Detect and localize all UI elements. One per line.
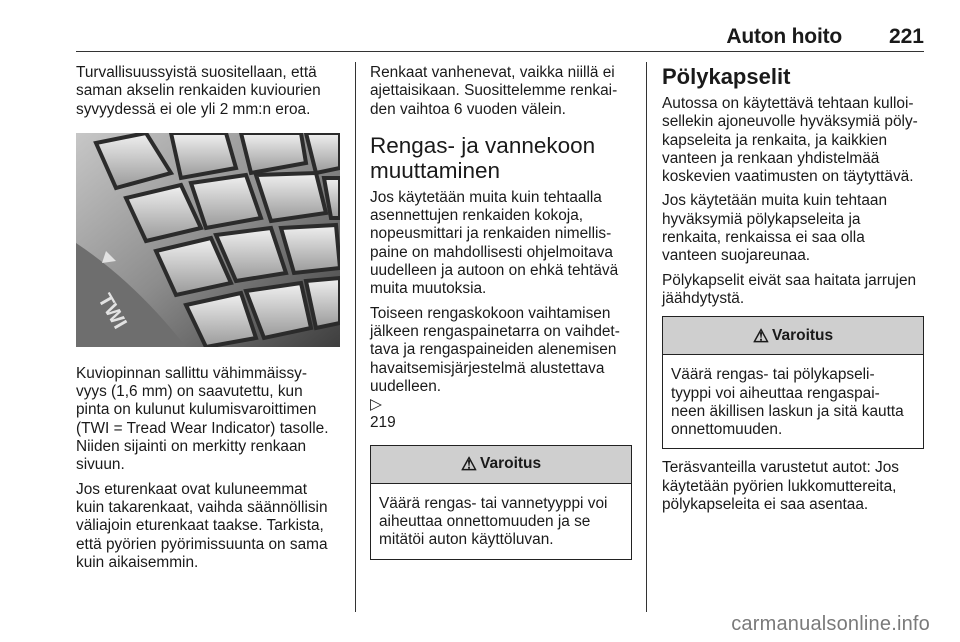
warning-triangle-icon: ⚠ [460, 454, 477, 475]
paragraph: Jos käytetään muita kuin tehtaalla asennettujen renkaiden kokoja, nopeusmittari ja renkaiden nimellis- paine on mahdollisesti ohjelmoitava uudelleen ja autoon on ehkä tehtävä muita muutoksia. [370, 188, 619, 298]
warning-text: Väärä rengas- tai pölykapseli- tyyppi voi aiheuttaa rengaspai- neen äkillisen laskun ja sitä kautta onnettomuuden. [671, 366, 904, 439]
paragraph: Jos eturenkaat ovat kuluneemmat kuin takarenkaat, vaihda säännöllisin väliajoin eturenkaat taakse. Tarkista, että pyörien pyörimissuunta on sama kuin aikaisemmin. [76, 480, 328, 571]
paragraph: Turvallisuussyistä suositellaan, että saman akselin renkaiden kuviourien syvyydessä ei ole yli 2 mm:n eroa. [76, 64, 321, 118]
twi-label: TWI [93, 289, 131, 333]
section-heading: Pölykapselit [662, 64, 791, 89]
warning-box [662, 316, 924, 449]
warning-triangle-icon: ⚠ [752, 325, 769, 346]
paragraph: Jos käytetään muita kuin tehtaan hyväksymiä pölykapseleita ja renkaita, renkaissa ei saa olla vanteen suojareunaa. [662, 192, 888, 265]
header-rule [76, 51, 924, 52]
paragraph: Autossa on käytettävä tehtaan kulloi- sellekin ajoneuvolle hyväksymiä pöly- kapseleita ja renkaita, ja kaikkien vanteen ja renkaan yhdistelmää koskevien vaatimusten on täytyttävä. [662, 95, 918, 186]
warning-header: ⚠ Varoitus [663, 317, 923, 355]
warning-text: Väärä rengas- tai vannetyyppi voi aiheuttaa onnettomuuden ja se mitätöi auton käyttöluvan. [379, 494, 608, 549]
column-3 [662, 64, 926, 520]
warning-header: ⚠ Varoitus [371, 446, 631, 484]
section-heading: Rengas- ja vannekoon muuttaminen [370, 132, 596, 183]
column-divider-2 [646, 62, 647, 612]
page-reference-link[interactable]: 219 [370, 414, 396, 432]
column-2 [370, 64, 632, 570]
warning-box [370, 445, 632, 560]
paragraph: Toiseen rengaskokoon vaihtamisen jälkeen rengaspainetarra on vaihdet- tava ja rengaspaineiden alenemisen havaitsemisjärjestelmä alustettava uudelleen. ▷ 219 [370, 305, 632, 433]
page-number: 221 [888, 25, 924, 48]
column-1 [76, 64, 346, 578]
column-divider-1 [355, 62, 356, 612]
tire-tread-image [76, 133, 340, 347]
paragraph: Renkaat vanhenevat, vaikka niillä ei ajettaisikaan. Suosittelemme renkai- den vaihtoa 6 vuoden välein. [370, 64, 618, 118]
paragraph: Teräsvanteilla varustetut autot: Jos käytetään pyörien lukkomuttereita, pölykapseleita ei saa asentaa. [662, 459, 899, 514]
page-reference-arrow-icon: ▷ [370, 396, 382, 414]
watermark: carmanualsonline.info [731, 613, 930, 635]
paragraph: Pölykapselit eivät saa haitata jarrujen jäähdytystä. [662, 271, 917, 307]
header-title: Auton hoito [726, 25, 842, 48]
paragraph: Kuviopinnan sallittu vähimmäissy- vyys (1,6 mm) on saavutettu, kun pinta on kulunut kulumisvaroittimen (TWI = Tread Wear Indicator) tasolle. Niiden sijainti on merkitty renkaan sivuun. [76, 364, 329, 474]
